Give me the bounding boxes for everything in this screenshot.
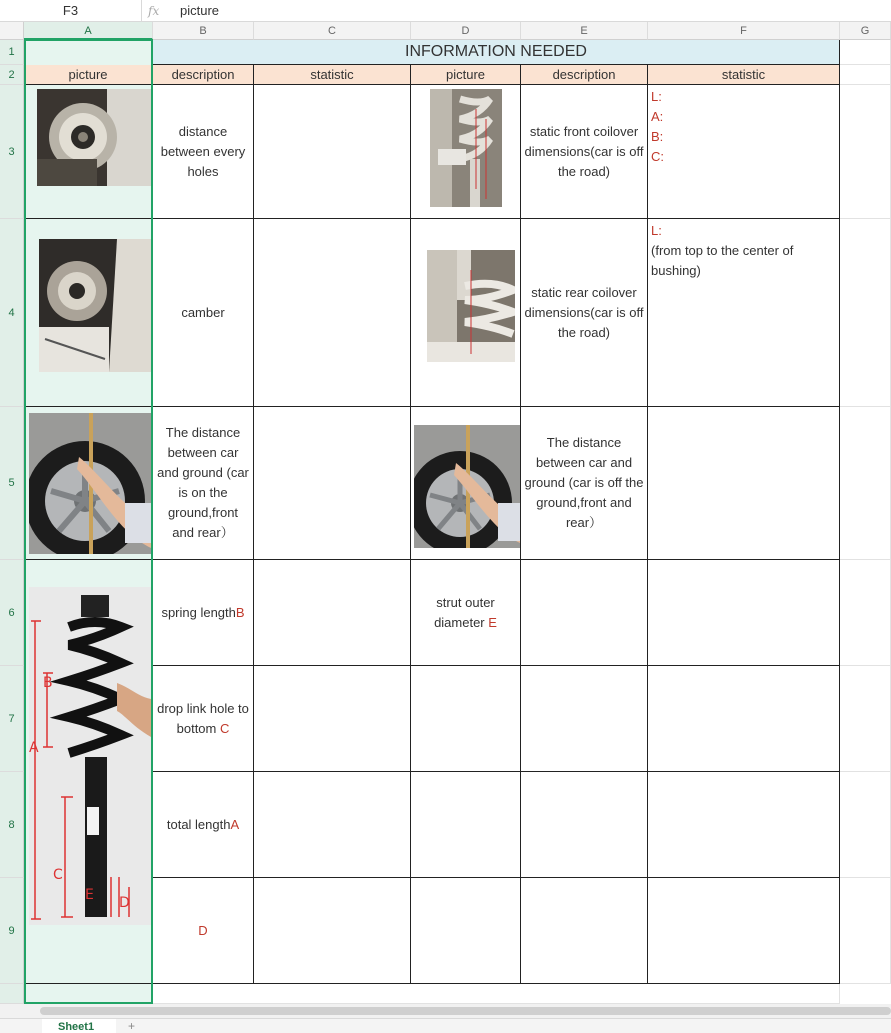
cell-g5[interactable] — [840, 407, 891, 560]
cell-f7[interactable] — [648, 666, 840, 772]
cell-d7[interactable] — [411, 666, 521, 772]
header-statistic-f[interactable]: statistic — [648, 65, 840, 85]
cell-b4[interactable]: camber — [153, 219, 254, 407]
cell-b3[interactable]: distance between every holes — [153, 85, 254, 219]
header-description-e[interactable]: description — [521, 65, 648, 85]
b6-text: spring length — [161, 604, 236, 620]
header-statistic-c[interactable]: statistic — [254, 65, 411, 85]
column-a-selection-border — [24, 39, 153, 1004]
d6-mark: E — [488, 615, 497, 630]
column-header-f[interactable]: F — [648, 22, 840, 40]
add-sheet-icon[interactable]: + — [128, 1019, 136, 1033]
row-header-5[interactable]: 5 — [0, 407, 24, 560]
formula-input[interactable]: picture — [180, 3, 220, 18]
column-header-a[interactable]: A — [24, 22, 153, 40]
cell-g8[interactable] — [840, 772, 891, 878]
strut-label-c: C — [53, 867, 63, 883]
cell-e6[interactable] — [521, 560, 648, 666]
cell-g1[interactable] — [840, 40, 891, 65]
select-all-corner[interactable] — [0, 22, 24, 40]
d6-text: strut outer diameter — [434, 595, 495, 630]
f4-note: (from top to the center of bushing) — [651, 243, 794, 278]
rear-coilover-photo — [427, 250, 515, 362]
b8-text: total length — [166, 816, 231, 832]
cell-b5[interactable]: The distance between car and ground (car is on the ground,front and rear） — [153, 407, 254, 560]
cell-e3[interactable]: static front coilover dimensions(car is off the road) — [521, 85, 648, 219]
name-box[interactable]: F3 — [0, 0, 142, 22]
front-coilover-photo — [430, 89, 502, 207]
strut-label-a: A — [29, 740, 39, 756]
cell-d8[interactable] — [411, 772, 521, 878]
function-icon[interactable]: fx — [148, 4, 160, 18]
cell-b8[interactable] — [153, 772, 254, 878]
cell-c9[interactable] — [254, 878, 411, 984]
cell-c8[interactable] — [254, 772, 411, 878]
b7-text: drop link hole to bottom — [157, 701, 249, 736]
cell-b9[interactable] — [153, 878, 254, 984]
row-header-1[interactable]: 1 — [0, 40, 24, 65]
sheet-tab-sheet1[interactable]: Sheet1 — [42, 1019, 116, 1033]
cell-b7[interactable] — [153, 666, 254, 772]
cell-d9[interactable] — [411, 878, 521, 984]
horizontal-scrollbar-thumb[interactable] — [40, 1007, 891, 1015]
column-header-e[interactable]: E — [521, 22, 648, 40]
cell-c3[interactable] — [254, 85, 411, 219]
cell-g2[interactable] — [840, 65, 891, 85]
header-picture-a[interactable]: picture — [24, 65, 153, 85]
cell-f8[interactable] — [648, 772, 840, 878]
cell-f6[interactable] — [648, 560, 840, 666]
b8-mark: A — [230, 816, 240, 832]
f3-label-b: B: — [651, 129, 664, 144]
f3-label-l: L: — [651, 89, 662, 104]
cell-e4[interactable]: static rear coilover dimensions(car is off the road) — [521, 219, 648, 407]
row-header-6[interactable]: 6 — [0, 560, 24, 666]
column-header-d[interactable]: D — [411, 22, 521, 40]
b6-mark: B — [235, 604, 245, 620]
cell-e5[interactable]: The distance between car and ground (car is off the ground,front and rear） — [521, 407, 648, 560]
cell-g6[interactable] — [840, 560, 891, 666]
cell-f9[interactable] — [648, 878, 840, 984]
title-cell[interactable]: INFORMATION NEEDED — [153, 40, 840, 65]
column-header-c[interactable]: C — [254, 22, 411, 40]
strut-label-b: B — [43, 675, 53, 691]
row-header-2[interactable]: 2 — [0, 65, 24, 85]
row-header-9[interactable]: 9 — [0, 878, 24, 984]
row-header-3[interactable]: 3 — [0, 85, 24, 219]
cell-c7[interactable] — [254, 666, 411, 772]
cell-g7[interactable] — [840, 666, 891, 772]
f4-label-l: L: — [651, 223, 662, 238]
cell-d6[interactable] — [411, 560, 521, 666]
row-header-8[interactable]: 8 — [0, 772, 24, 878]
column-header-b[interactable]: B — [153, 22, 254, 40]
row-10-cells[interactable] — [153, 984, 840, 1004]
cell-f5[interactable] — [648, 407, 840, 560]
cell-c6[interactable] — [254, 560, 411, 666]
cell-g9[interactable] — [840, 878, 891, 984]
cell-b6[interactable] — [153, 560, 254, 666]
header-description-b[interactable]: description — [153, 65, 254, 85]
row-header-4[interactable]: 4 — [0, 219, 24, 407]
b7-mark: C — [219, 721, 230, 736]
wheel-measure-photo-rear — [414, 425, 520, 548]
cell-g4[interactable] — [840, 219, 891, 407]
f3-label-c: C: — [651, 149, 664, 164]
cell-e7[interactable] — [521, 666, 648, 772]
cell-f3[interactable] — [648, 85, 840, 219]
f3-label-a: A: — [651, 109, 664, 124]
column-header-g[interactable]: G — [840, 22, 891, 40]
cell-c5[interactable] — [254, 407, 411, 560]
strut-label-e: E — [85, 887, 94, 903]
cell-e8[interactable] — [521, 772, 648, 878]
cell-f4[interactable] — [648, 219, 840, 407]
cell-g3[interactable] — [840, 85, 891, 219]
strut-label-d: D — [119, 895, 130, 911]
row-header-7[interactable]: 7 — [0, 666, 24, 772]
cell-e9[interactable] — [521, 878, 648, 984]
b9-mark: D — [198, 922, 208, 938]
header-picture-d[interactable]: picture — [411, 65, 521, 85]
row-header-10[interactable] — [0, 984, 24, 1004]
cell-c4[interactable] — [254, 219, 411, 407]
